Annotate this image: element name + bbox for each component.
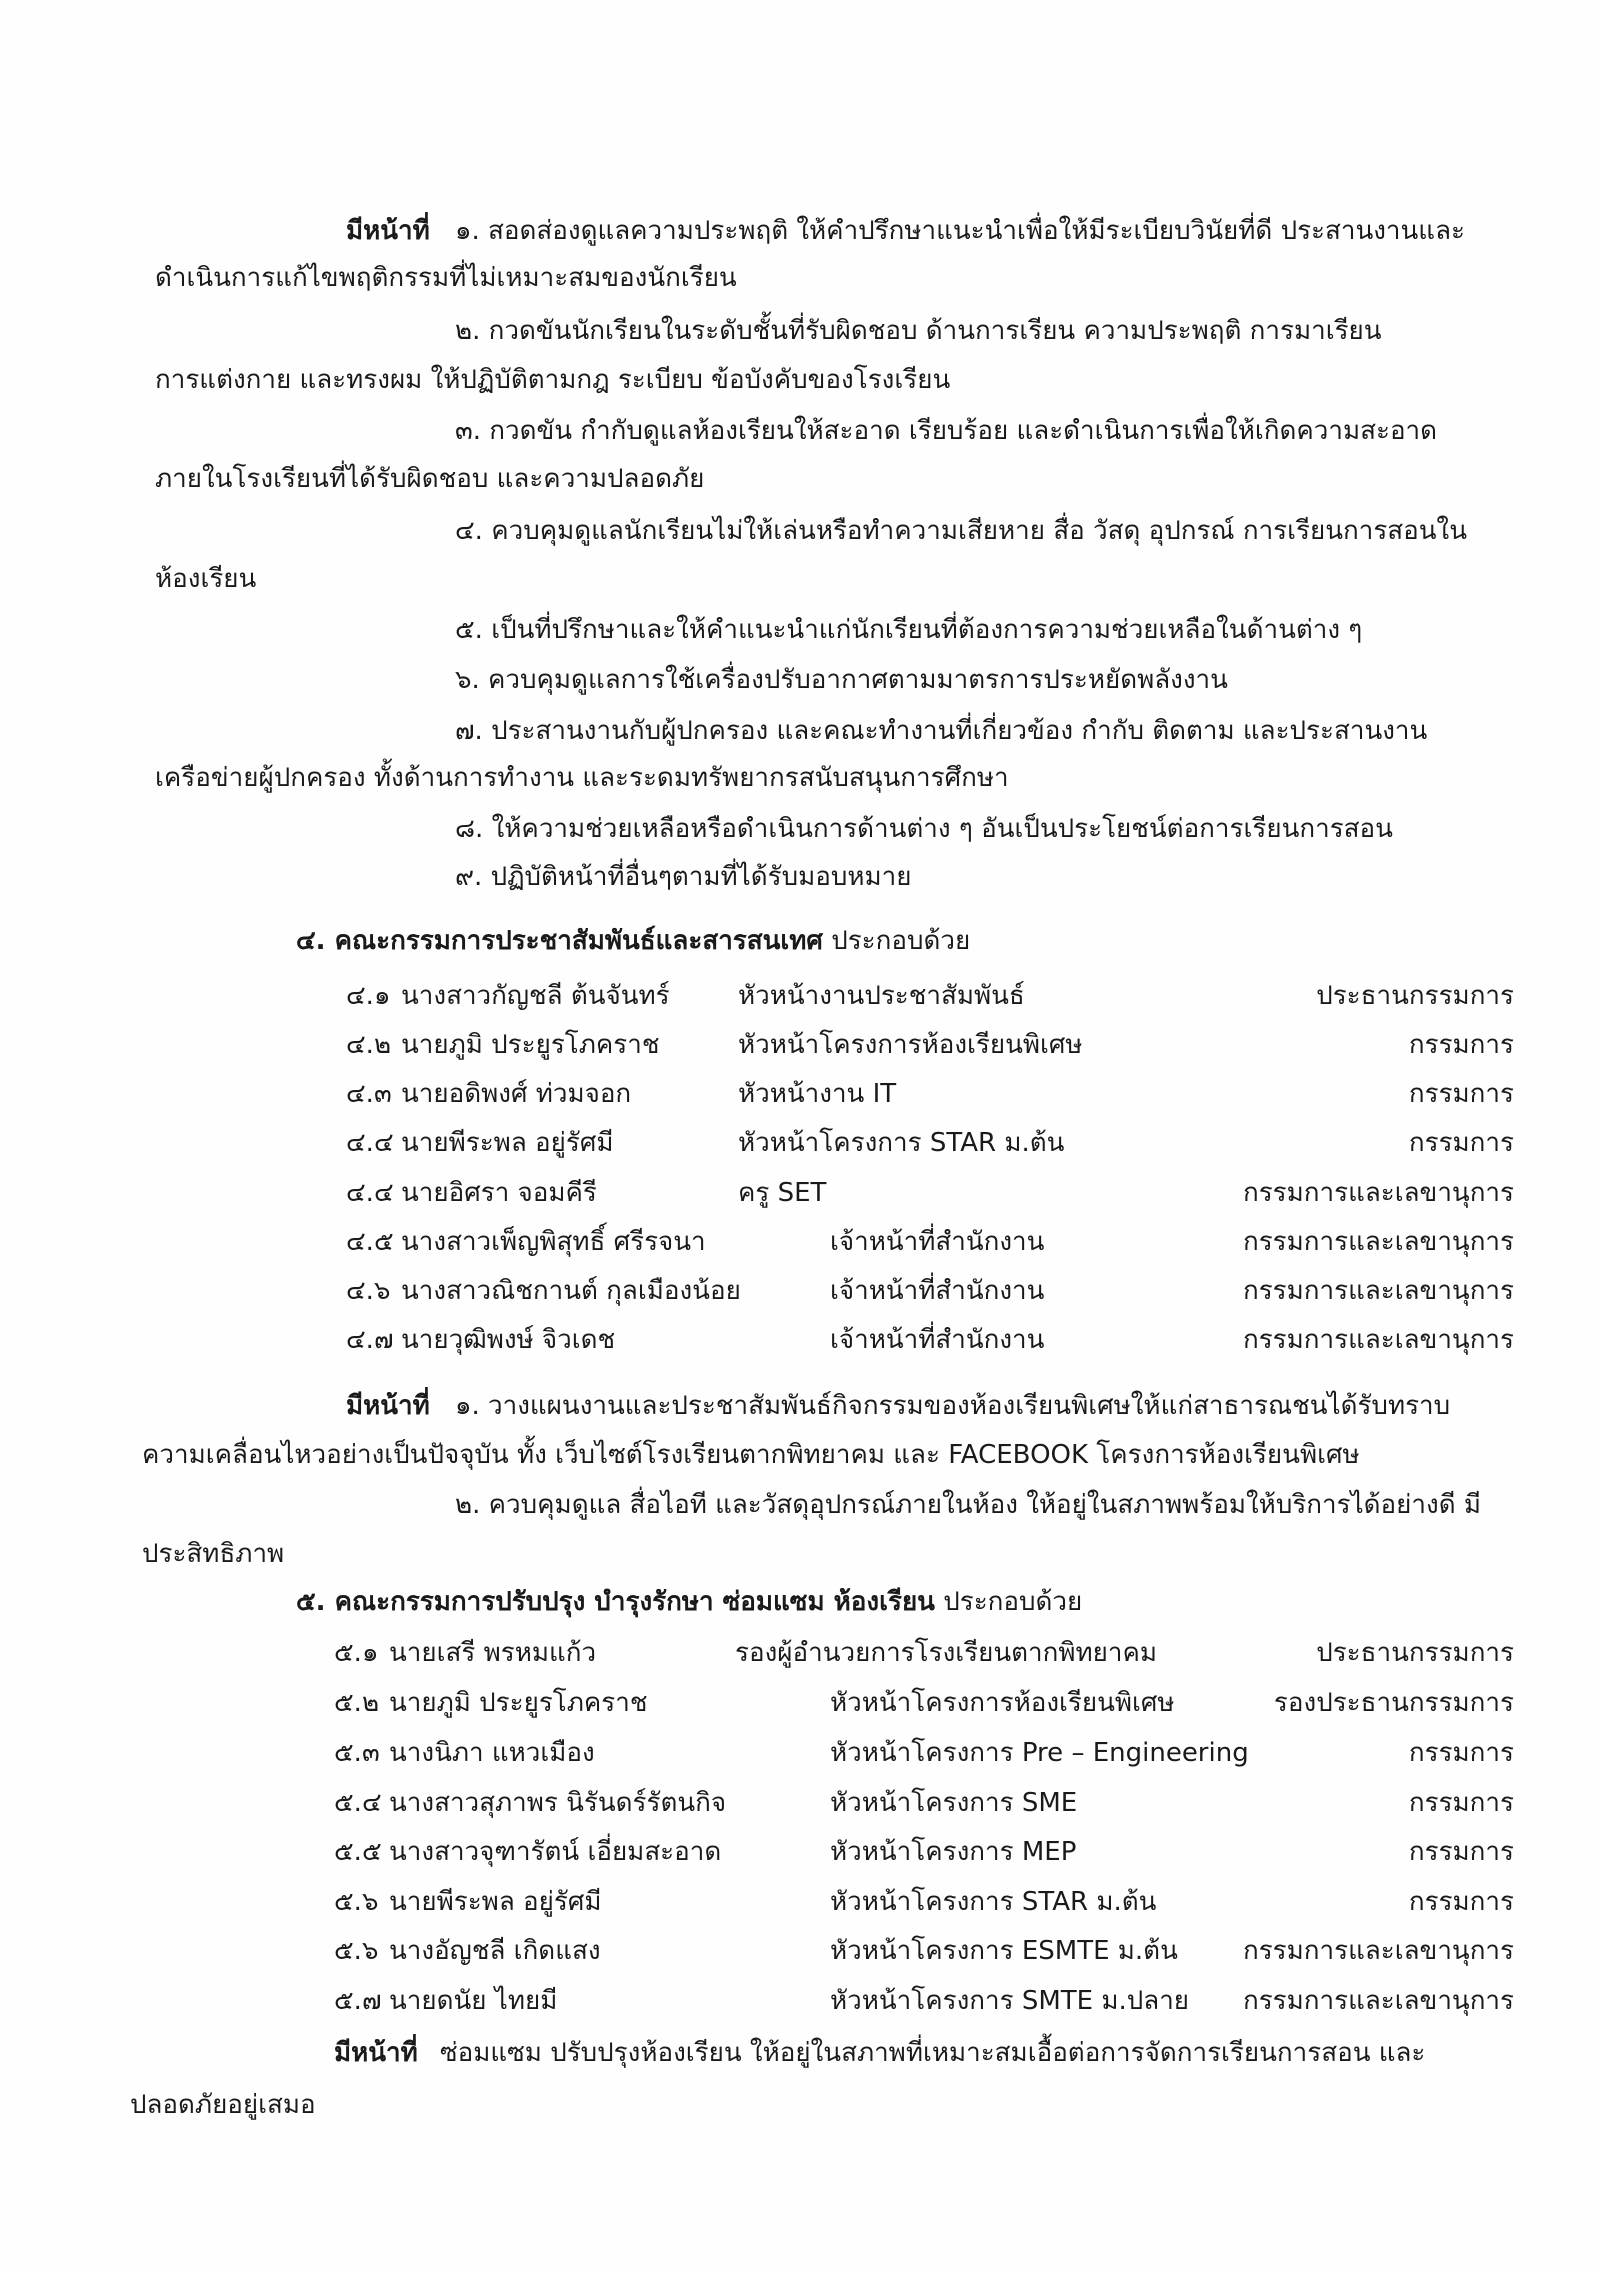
member-num: ๕.๒	[334, 1688, 380, 1718]
member-role: ประธานกรรมการ	[1316, 1638, 1514, 1668]
duty-line: ๔. ควบคุมดูแลนักเรียนไม่ให้เล่นหรือทำความเสียหาย สื่อ วัสดุ อุปกรณ์ การเรียนการสอนใน	[455, 516, 1468, 546]
member-num: ๔.๕	[346, 1227, 394, 1257]
member-position: รองผู้อำนวยการโรงเรียนตากพิทยาคม	[735, 1638, 1157, 1668]
member-name: นายเสรี พรหมแก้ว	[389, 1638, 597, 1668]
member-role: กรรมการ	[1408, 1128, 1514, 1158]
member-role: กรรมการ	[1408, 1837, 1514, 1867]
member-position: หัวหน้าโครงการ STAR ม.ต้น	[830, 1887, 1157, 1917]
member-role: กรรมการและเลขานุการ	[1242, 1325, 1514, 1355]
member-num: ๕.๗	[334, 1986, 382, 2016]
member-num: ๔.๔	[346, 1178, 394, 1208]
duty-line: ภายในโรงเรียนที่ได้รับผิดชอบ และความปลอดภัย	[155, 464, 705, 494]
member-name: นายภูมิ ประยูรโภคราช	[389, 1688, 648, 1718]
member-num: ๔.๔	[346, 1128, 394, 1158]
member-position: หัวหน้าโครงการ ESMTE ม.ต้น	[830, 1936, 1178, 1966]
member-num: ๔.๓	[346, 1079, 392, 1109]
member-position: หัวหน้าโครงการห้องเรียนพิเศษ	[830, 1688, 1175, 1718]
duty-line: ๑. สอดส่องดูแลความประพฤติ ให้คำปรึกษาแนะนำเพื่อให้มีระเบียบวินัยที่ดี ประสานงานและ	[455, 216, 1465, 246]
member-role: กรรมการและเลขานุการ	[1242, 1936, 1514, 1966]
member-num: ๕.๔	[334, 1788, 382, 1818]
member-name: นางนิภา แหวเมือง	[389, 1738, 595, 1768]
section4-title: ๔. คณะกรรมการประชาสัมพันธ์และสารสนเทศ	[296, 926, 823, 956]
duty-line: ๗. ประสานงานกับผู้ปกครอง และคณะทำงานที่เกี่ยวข้อง กำกับ ติดตาม และประสานงาน	[455, 716, 1428, 746]
member-name: นายอดิพงศ์ ท่วมจอก	[401, 1079, 632, 1109]
duty-line: ๒. กวดขันนักเรียนในระดับชั้นที่รับผิดชอบ ด้านการเรียน ความประพฤติ การมาเรียน	[455, 316, 1382, 346]
duty-line: ๕. เป็นที่ปรึกษาและให้คำแนะนำแก่นักเรียนที่ต้องการความช่วยเหลือในด้านต่าง ๆ	[455, 615, 1363, 645]
member-role: กรรมการและเลขานุการ	[1242, 1178, 1514, 1208]
section4-suffix: ประกอบด้วย	[831, 926, 971, 956]
duty-line: ความเคลื่อนไหวอย่างเป็นปัจจุบัน ทั้ง เว็บไซต์โรงเรียนตากพิทยาคม และ FACEBOOK โครงการห้องเรียนพิเศษ	[142, 1440, 1360, 1470]
member-name: นางสาวเพ็ญพิสุทธิ์ ศรีรจนา	[401, 1227, 706, 1257]
duty-line: เครือข่ายผู้ปกครอง ทั้งด้านการทำงาน และระดมทรัพยากรสนับสนุนการศึกษา	[155, 763, 1009, 793]
member-name: นางสาวสุภาพร นิรันดร์รัตนกิจ	[389, 1788, 727, 1818]
duties-label: มีหน้าที่	[334, 2038, 418, 2068]
member-role: กรรมการ	[1408, 1788, 1514, 1818]
member-role: กรรมการ	[1408, 1887, 1514, 1917]
member-position: หัวหน้างาน IT	[738, 1079, 897, 1109]
member-num: ๔.๖	[346, 1276, 391, 1306]
member-role: กรรมการและเลขานุการ	[1242, 1227, 1514, 1257]
member-name: นางอัญชลี เกิดแสง	[389, 1936, 601, 1966]
member-name: นางสาวจุฑารัตน์ เอี่ยมสะอาด	[389, 1837, 722, 1867]
member-position: เจ้าหน้าที่สำนักงาน	[830, 1276, 1045, 1306]
member-role: กรรมการและเลขานุการ	[1242, 1276, 1514, 1306]
member-role: รองประธานกรรมการ	[1273, 1688, 1514, 1718]
member-name: นายภูมิ ประยูรโภคราช	[401, 1030, 660, 1060]
section5-suffix: ประกอบด้วย	[943, 1587, 1083, 1617]
duty-line: ๖. ควบคุมดูแลการใช้เครื่องปรับอากาศตามมาตรการประหยัดพลังงาน	[455, 665, 1228, 695]
member-name: นายวุฒิพงษ์ จิวเดช	[401, 1325, 616, 1355]
member-position: หัวหน้าโครงการ SMTE ม.ปลาย	[830, 1986, 1190, 2016]
member-num: ๕.๓	[334, 1738, 380, 1768]
member-role: กรรมการ	[1408, 1030, 1514, 1060]
member-name: นายอิศรา จอมคีรี	[401, 1178, 597, 1208]
duty-line: ซ่อมแซม ปรับปรุงห้องเรียน ให้อยู่ในสภาพที่เหมาะสมเอื้อต่อการจัดการเรียนการสอน และ	[440, 2038, 1426, 2068]
member-num: ๔.๑	[346, 981, 391, 1011]
member-num: ๕.๕	[334, 1837, 382, 1867]
member-num: ๔.๗	[346, 1325, 394, 1355]
duty-line: ๙. ปฏิบัติหน้าที่อื่นๆตามที่ได้รับมอบหมาย	[455, 862, 912, 892]
member-position: หัวหน้าโครงการ SME	[830, 1788, 1078, 1818]
member-position: หัวหน้าโครงการ STAR ม.ต้น	[738, 1128, 1065, 1158]
member-position: ครู SET	[738, 1178, 827, 1208]
member-num: ๕.๑	[334, 1638, 379, 1668]
member-num: ๕.๖	[334, 1936, 379, 1966]
duty-line: ๓. กวดขัน กำกับดูแลห้องเรียนให้สะอาด เรียบร้อย และดำเนินการเพื่อให้เกิดความสะอาด	[455, 416, 1438, 446]
member-name: นางสาวณิชกานต์ กุลเมืองน้อย	[401, 1276, 741, 1306]
duty-line: ๑. วางแผนงานและประชาสัมพันธ์กิจกรรมของห้องเรียนพิเศษให้แก่สาธารณชนได้รับทราบ	[455, 1391, 1451, 1421]
duty-line: ๒. ควบคุมดูแล สื่อไอที และวัสดุอุปกรณ์ภายในห้อง ให้อยู่ในสภาพพร้อมให้บริการได้อย่างดี มี	[455, 1490, 1481, 1520]
duties-label: มีหน้าที่	[346, 1391, 430, 1421]
member-name: นายดนัย ไทยมี	[389, 1986, 558, 2016]
duty-line: ดำเนินการแก้ไขพฤติกรรมที่ไม่เหมาะสมของนักเรียน	[155, 263, 737, 293]
member-position: เจ้าหน้าที่สำนักงาน	[830, 1325, 1045, 1355]
member-role: ประธานกรรมการ	[1316, 981, 1514, 1011]
duty-line: ปลอดภัยอยู่เสมอ	[130, 2090, 316, 2120]
member-name: นางสาวกัญชลี ต้นจันทร์	[401, 981, 670, 1011]
section5-heading	[296, 1589, 1082, 1615]
member-num: ๔.๒	[346, 1030, 392, 1060]
member-name: นายพีระพล อยู่รัศมี	[389, 1887, 602, 1917]
member-position: หัวหน้าโครงการ MEP	[830, 1837, 1077, 1867]
section4-heading	[296, 928, 970, 954]
member-role: กรรมการและเลขานุการ	[1242, 1986, 1514, 2016]
duties-label: มีหน้าที่	[346, 216, 430, 246]
duty-line: ๘. ให้ความช่วยเหลือหรือดำเนินการด้านต่าง ๆ อันเป็นประโยชน์ต่อการเรียนการสอน	[455, 814, 1393, 844]
member-position: เจ้าหน้าที่สำนักงาน	[830, 1227, 1045, 1257]
member-role: กรรมการ	[1408, 1079, 1514, 1109]
member-role: กรรมการ	[1408, 1738, 1514, 1768]
duty-line: ห้องเรียน	[155, 564, 257, 594]
duty-line: การแต่งกาย และทรงผม ให้ปฏิบัติตามกฎ ระเบียบ ข้อบังคับของโรงเรียน	[155, 365, 951, 395]
member-position: หัวหน้าโครงการห้องเรียนพิเศษ	[738, 1030, 1083, 1060]
member-num: ๕.๖	[334, 1887, 379, 1917]
member-position: หัวหน้าโครงการ Pre – Engineering	[830, 1738, 1249, 1768]
member-position: หัวหน้างานประชาสัมพันธ์	[738, 981, 1025, 1011]
section5-title: ๕. คณะกรรมการปรับปรุง บำรุงรักษา ซ่อมแซม ห้องเรียน	[296, 1587, 935, 1617]
duty-line: ประสิทธิภาพ	[142, 1539, 285, 1569]
member-name: นายพีระพล อยู่รัศมี	[401, 1128, 614, 1158]
